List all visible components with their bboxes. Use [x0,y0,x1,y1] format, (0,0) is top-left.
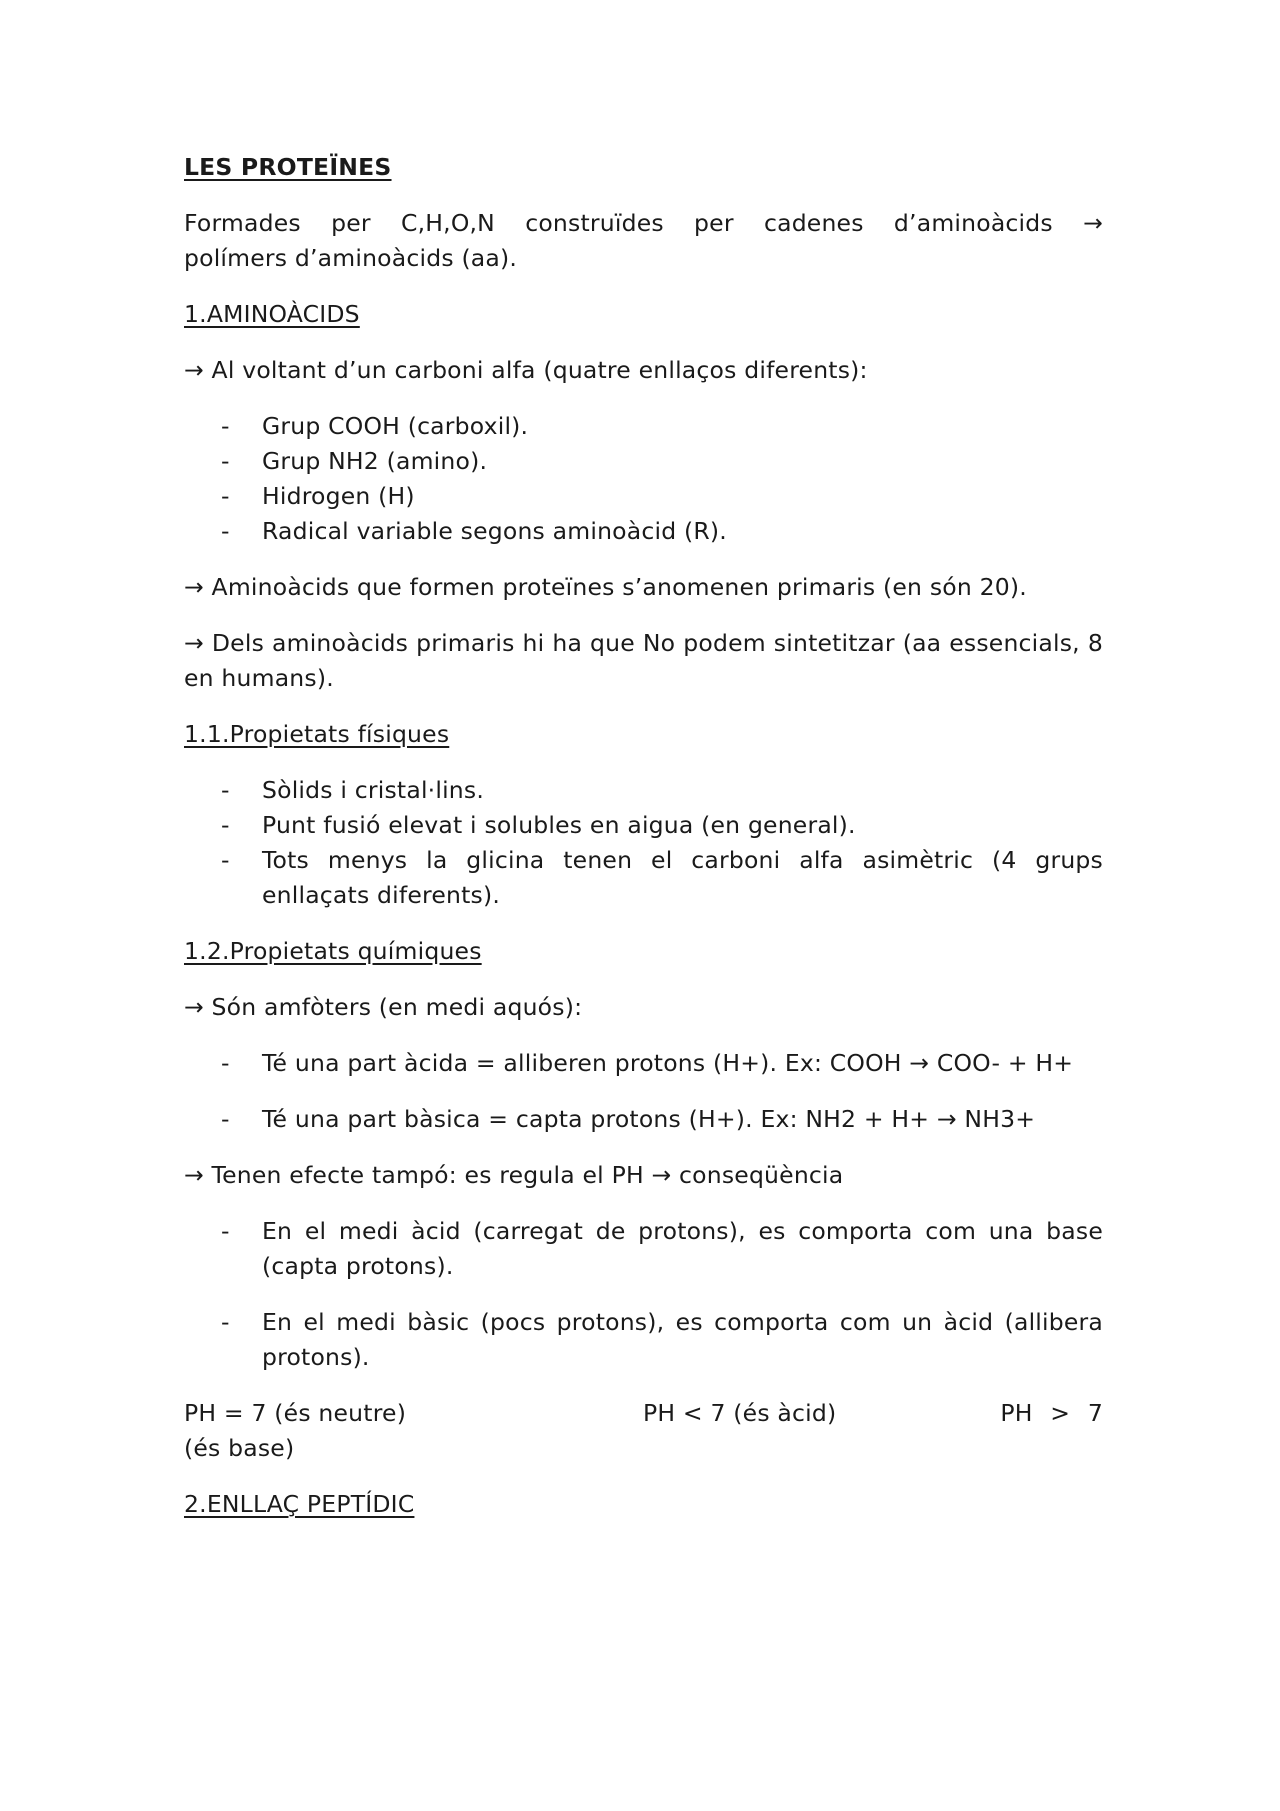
section-heading-peptide-bond: 2.ENLLAÇ PEPTÍDIC [184,1490,415,1518]
list-item: - Sòlids i cristal·lins. [184,773,1103,808]
intro-line-1: Formades per C,H,O,N construïdes per cadenes d’aminoàcids → [184,209,1103,237]
ph-neutral: PH = 7 (és neutre) [184,1399,407,1427]
primary-aminoacids-note: → Aminoàcids que formen proteïnes s’anomenen primaris (en són 20). [184,573,1027,601]
list-item: - Hidrogen (H) [184,479,1103,514]
buffer-effect-list [184,1214,1103,1375]
essential-aminoacids-note: → Dels aminoàcids primaris hi ha que No podem sintetitzar (aa essencials, 8 en humans). [184,629,1103,692]
section-heading-aminoacids: 1.AMINOÀCIDS [184,300,360,328]
list-item: - Té una part àcida = alliberen protons (H+). Ex: COOH → COO- + H+ [184,1046,1103,1081]
list-item: - En el medi bàsic (pocs protons), es comporta com un àcid (allibera protons). [184,1305,1103,1375]
list-item: - Tots menys la glicina tenen el carboni alfa asimètric (4 grups enllaçats diferents). [184,843,1103,913]
amphoteric-list [184,1046,1103,1137]
ph-base-continuation: (és base) [184,1434,295,1462]
list-item: - Punt fusió elevat i solubles en aigua (en general). [184,808,1103,843]
buffer-effect-lead: → Tenen efecte tampó: es regula el PH → conseqüència [184,1161,844,1189]
carbon-groups-list [184,409,1103,549]
intro-line-2: polímers d’aminoàcids (aa). [184,244,518,272]
list-item: - En el medi àcid (carregat de protons), es comporta com una base (capta protons). [184,1214,1103,1284]
intro-paragraph [184,206,1103,276]
list-item: - Grup NH2 (amino). [184,444,1103,479]
list-item: - Radical variable segons aminoàcid (R). [184,514,1103,549]
document-page [184,150,1103,1543]
ph-scale-row [184,1396,1103,1466]
list-item: - Grup COOH (carboxil). [184,409,1103,444]
ph-base: PH > 7 [1000,1399,1103,1427]
physical-properties-list [184,773,1103,913]
amphoteric-lead: → Són amfòters (en medi aquós): [184,993,583,1021]
page-title: LES PROTEÏNES [184,153,392,181]
list-item: - Té una part bàsica = capta protons (H+). Ex: NH2 + H+ → NH3+ [184,1102,1103,1137]
ph-acid: PH < 7 (és àcid) [643,1399,837,1427]
section-heading-chemical-properties: 1.2.Propietats químiques [184,937,482,965]
section-heading-physical-properties: 1.1.Propietats físiques [184,720,450,748]
aminoacids-lead: → Al voltant d’un carboni alfa (quatre enllaços diferents): [184,356,868,384]
